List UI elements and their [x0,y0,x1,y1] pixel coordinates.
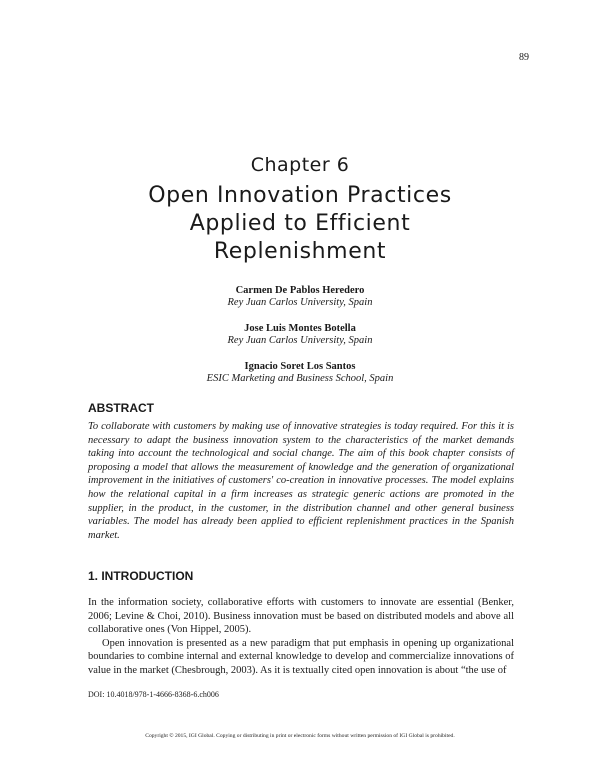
author-name: Carmen De Pablos Heredero [235,285,365,296]
author-name: Jose Luis Montes Botella [244,323,356,334]
introduction-heading: 1. INTRODUCTION [88,569,194,583]
author-list [0,285,600,399]
copyright-notice: Copyright © 2015, IGI Global. Copying or distributing in print or electronic forms without written permission of IGI Global is prohibited. [145,733,455,739]
chapter-title-line: Replenishment [213,239,387,264]
chapter-title-line: Applied to Efficient [189,211,411,236]
author-block [0,323,600,361]
page-number: 89 [519,52,529,63]
author-affiliation: Rey Juan Carlos University, Spain [227,297,373,308]
chapter-title [0,182,600,266]
abstract-text: To collaborate with customers by making use of innovative strategies is today required. For this it is necessary to adapt the business innovation system to the characteristics of the market demands taking into account the technological and social change. The aim of this book chapter consists of proposing a model that allows the measurement of knowledge and the generation of organizational improvement in the initiatives of customers' co-creation in innovative processes. The model explains how the relational capital in a firm increases as strategic generic actions are promoted in the supplier, in the product, in the customer, in the distribution channel and other general business variables. The model has already been applied to efficient replenishment practices in the Spanish market. [88,421,514,541]
author-block [0,361,600,399]
author-block [0,285,600,323]
author-name: Ignacio Soret Los Santos [244,361,356,372]
introduction-body [88,596,514,678]
chapter-title-line: Open Innovation Practices [148,183,452,208]
chapter-label: Chapter 6 [250,154,350,176]
introduction-paragraph: In the information society, collaborative efforts with customers to innovate are essential (Benker, 2006; Levine & Choi, 2010). Business innovation must be based on distributed models and above all collaborative ones (Von Hippel, 2005). [88,597,514,636]
author-affiliation: Rey Juan Carlos University, Spain [227,335,373,346]
introduction-paragraph: Open innovation is presented as a new paradigm that put emphasis in opening up organizational boundaries to combine internal and external knowledge to develop and commercialize innovations of value in the market (Chesbrough, 2003). As it is textually cited open innovation is about “the use of [88,637,514,676]
doi-line: DOI: 10.4018/978-1-4666-8368-6.ch006 [88,690,219,699]
author-affiliation: ESIC Marketing and Business School, Spain [206,373,394,384]
abstract-heading: ABSTRACT [88,401,154,415]
